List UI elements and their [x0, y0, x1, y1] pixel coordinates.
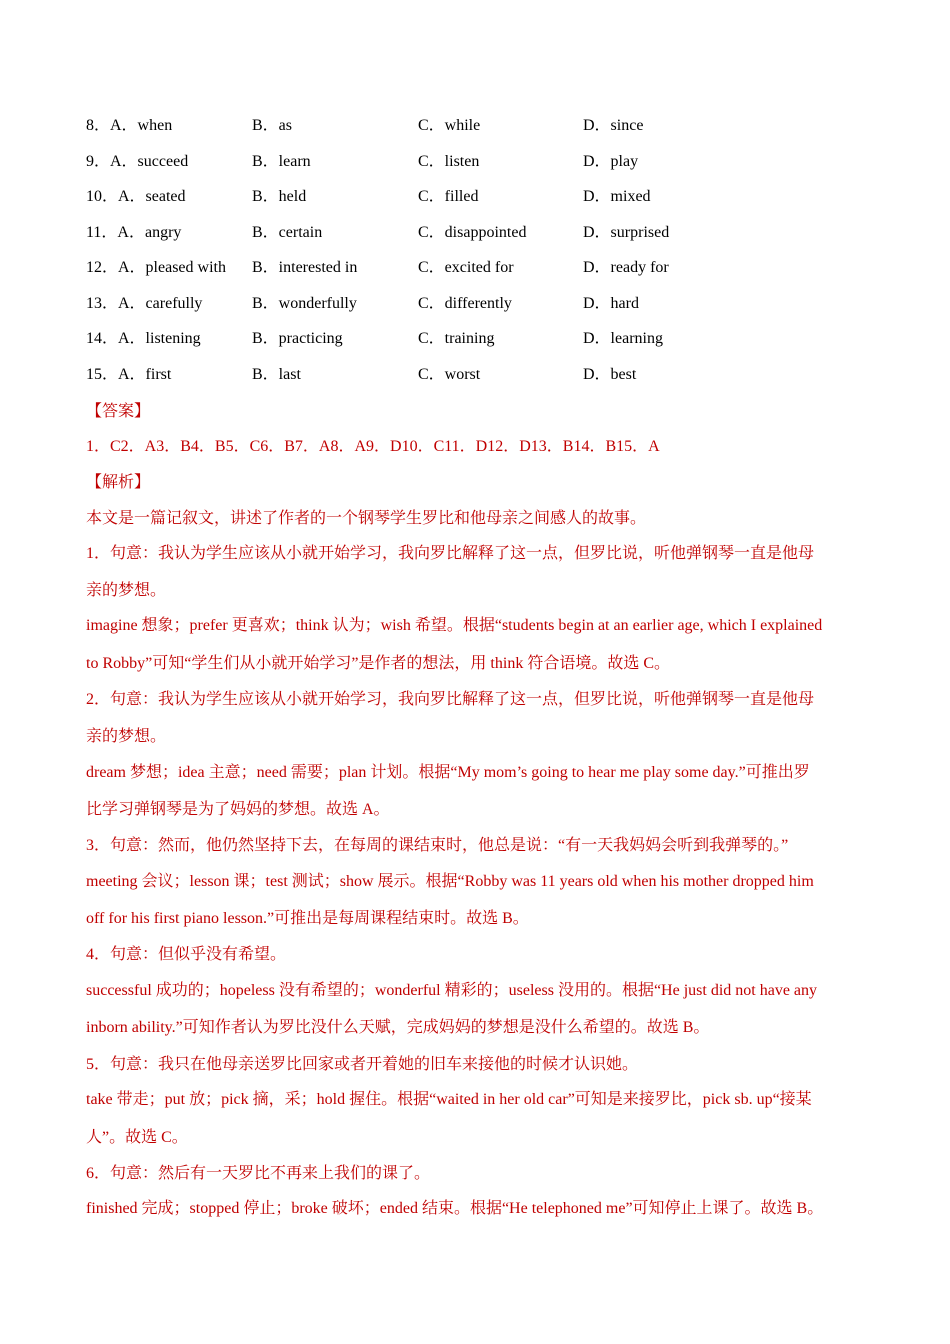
answer-heading: 【答案】 [86, 403, 151, 420]
analysis-line: 1．句意：我认为学生应该从小就开始学习，我向罗比解释了这一点，但罗比说，听他弹钢琴一直是他母 [86, 545, 815, 562]
option-d: D．hard [583, 294, 639, 312]
option-a: 15．A．first [86, 365, 172, 383]
option-b: B．last [252, 365, 301, 383]
option-b: B．learn [252, 152, 311, 170]
analysis-line: 3．句意：然而，他仍然坚持下去，在每周的课结束时，他总是说：“有一天我妈妈会听到我弹琴的。” [86, 837, 789, 854]
option-a: 8．A．when [86, 117, 173, 134]
analysis-line: to Robby”可知“学生们从小就开始学习”是作者的想法，用 think 符合语境。故选 C。 [86, 655, 670, 672]
option-b: B．held [252, 188, 307, 205]
option-a: 11．A．angry [86, 223, 182, 241]
option-a: 9．A．succeed [86, 152, 189, 170]
option-c: C．worst [418, 365, 481, 383]
analysis-line: dream 梦想；idea 主意；need 需要；plan 计划。根据“My mom’s going to hear me play some day.”可推出罗 [86, 764, 810, 781]
analysis-line: take 带走；put 放；pick 摘，采；hold 握住。根据“waited in her old car”可知是来接罗比，pick sb. up“接某 [86, 1091, 812, 1108]
analysis-line: finished 完成；stopped 停止；broke 破坏；ended 结束。根据“He telephoned me”可知停止上课了。故选 B。 [86, 1200, 824, 1217]
option-d: D．mixed [583, 188, 651, 205]
analysis-line: 2．句意：我认为学生应该从小就开始学习，我向罗比解释了这一点，但罗比说，听他弹钢琴一直是他母 [86, 691, 815, 708]
option-a: 10．A．seated [86, 188, 186, 205]
analysis-line: 亲的梦想。 [86, 728, 167, 745]
option-d: D．best [583, 365, 637, 383]
analysis-line: inborn ability.”可知作者认为罗比没什么天赋，完成妈妈的梦想是没什么希望的。故选 B。 [86, 1019, 710, 1036]
option-c: C．while [418, 117, 481, 134]
analysis-line: meeting 会议；lesson 课；test 测试；show 展示。根据“Robby was 11 years old when his mother dropped him [86, 873, 814, 890]
option-b: B．wonderfully [252, 294, 357, 312]
option-b: B．interested in [252, 259, 358, 276]
option-c: C．differently [418, 294, 512, 312]
option-d: D．play [583, 152, 639, 170]
option-a: 14．A．listening [86, 330, 201, 347]
option-c: C．listen [418, 152, 480, 170]
option-b: B．certain [252, 223, 323, 241]
analysis-line: successful 成功的；hopeless 没有希望的；wonderful 精彩的；useless 没用的。根据“He just did not have any [86, 982, 818, 999]
answer-key: 1．C2．A3．B4．B5．C6．B7．A8．A9．D10．C11．D12．D13．B14．B15．A [86, 438, 660, 455]
option-c: C．excited for [418, 259, 514, 276]
option-c: C．disappointed [418, 223, 527, 241]
option-b: B．as [252, 117, 293, 134]
analysis-line: imagine 想象；prefer 更喜欢；think 认为；wish 希望。根据“students begin at an earlier age, which I explained [86, 617, 823, 634]
option-d: D．learning [583, 330, 663, 347]
analysis-line: 亲的梦想。 [86, 582, 167, 599]
analysis-line: 人”。故选 C。 [86, 1129, 188, 1146]
analysis-line: off for his first piano lesson.”可推出是每周课程结束时。故选 B。 [86, 910, 529, 927]
option-a: 13．A．carefully [86, 294, 203, 312]
option-b: B．practicing [252, 330, 343, 347]
option-c: C．training [418, 330, 495, 347]
analysis-line: 5．句意：我只在他母亲送罗比回家或者开着她的旧车来接他的时候才认识她。 [86, 1056, 639, 1073]
option-a: 12．A．pleased with [86, 259, 226, 276]
analysis-heading: 【解析】 [86, 474, 151, 491]
analysis-line: 4．句意：但似乎没有希望。 [86, 946, 287, 963]
analysis-line: 6．句意：然后有一天罗比不再来上我们的课了。 [86, 1165, 431, 1182]
option-d: D．since [583, 117, 644, 134]
analysis-summary: 本文是一篇记叙文，讲述了作者的一个钢琴学生罗比和他母亲之间感人的故事。 [86, 510, 647, 527]
option-c: C．filled [418, 188, 479, 205]
option-d: D．surprised [583, 223, 670, 241]
analysis-line: 比学习弹钢琴是为了妈妈的梦想。故选 A。 [86, 801, 390, 818]
option-d: D．ready for [583, 259, 669, 276]
